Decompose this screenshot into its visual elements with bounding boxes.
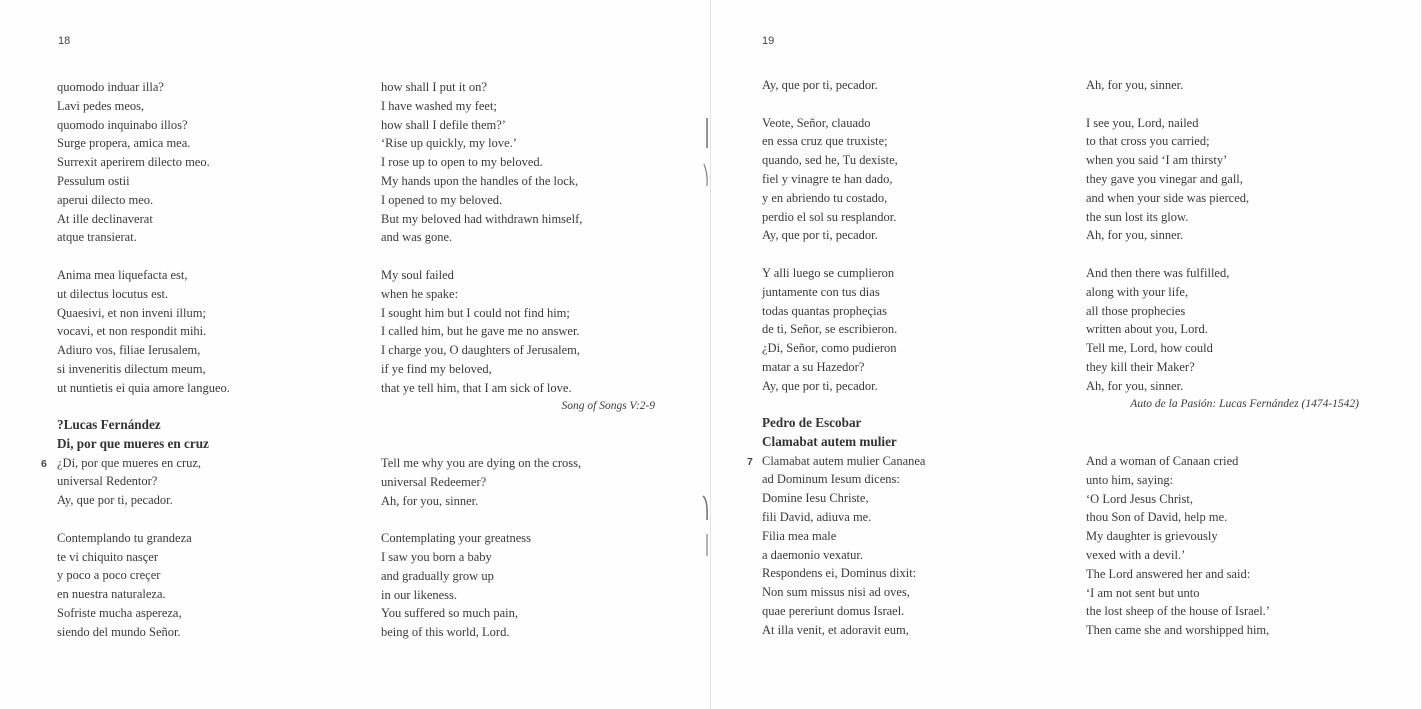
track-number: 6: [41, 458, 47, 470]
verse-line: Surrexit aperirem dilecto meo.: [57, 155, 210, 170]
verse-line: and was gone.: [381, 230, 453, 245]
verse-line: You suffered so much pain,: [381, 606, 519, 621]
verse-line: Ah, for you, sinner.: [1086, 78, 1184, 92]
page-number-left: 18: [58, 35, 71, 47]
verse-line: in our likeness.: [381, 587, 458, 602]
verse-line: juntamente con tus dias: [762, 284, 880, 299]
escobar-latin-column: [762, 414, 925, 640]
composer-heading: ?Lucas Fernández: [57, 417, 161, 432]
verse-line: I charge you, O daughters of Jerusalem,: [381, 343, 581, 358]
verse-line: quando, sed he, Tu dexiste,: [762, 153, 898, 168]
verse-line: Lavi pedes meos,: [57, 98, 145, 113]
verse-line: when he spake:: [381, 286, 459, 301]
verse-line: quomodo induar illa?: [57, 80, 164, 94]
verse-line: atque transierat.: [57, 230, 137, 245]
verse-line: Ah, for you, sinner.: [1086, 378, 1184, 393]
verse-line: the lost sheep of the house of Israel.’: [1086, 604, 1270, 619]
verse-line: My daughter is grievously: [1086, 529, 1218, 544]
stanza-break: [1086, 245, 1249, 264]
verse-line: At illa venit, et adoravit eum,: [762, 622, 909, 637]
verse-line: they kill their Maker?: [1086, 359, 1195, 374]
verse-line: Contemplating your greatness: [381, 531, 531, 546]
verse-line: I sought him but I could not find him;: [381, 305, 570, 320]
latin-text-column: [57, 78, 230, 398]
verse-line: aperui dilecto meo.: [57, 192, 154, 207]
composer-heading: Pedro de Escobar: [762, 415, 862, 430]
verse-line: And a woman of Canaan cried: [1086, 454, 1239, 468]
spanish-verse: [57, 454, 209, 642]
verse-line: vocavi, et non respondit mihi.: [57, 324, 207, 339]
verse-line: Tell me, Lord, how could: [1086, 341, 1213, 356]
verse-line: y poco a poco creçer: [57, 568, 161, 583]
verse-line: fili David, adiuva me.: [762, 509, 872, 524]
verse-line: I called him, but he gave me no answer.: [381, 324, 580, 339]
verse-line: en essa cruz que truxiste;: [762, 134, 888, 149]
verse-line: Y alli luego se cumplieron: [762, 265, 895, 280]
verse-line: Anima mea liquefacta est,: [57, 267, 188, 282]
english-text-column: [1086, 76, 1249, 396]
verse-line: Contemplando tu grandeza: [57, 530, 192, 545]
verse-line: being of this world, Lord.: [381, 625, 510, 640]
verse-line: te vi chiquito nasçer: [57, 549, 159, 564]
verse-line: ¿Di, Señor, como pudieron: [762, 341, 897, 356]
verse-line: how shall I defile them?’: [381, 117, 506, 132]
verse-line: they gave you vinegar and gall,: [1086, 171, 1243, 186]
verse-line: thou Son of David, help me.: [1086, 510, 1228, 525]
verse-line: Pessulum ostii: [57, 173, 130, 188]
verse-line: quomodo inquinabo illos?: [57, 117, 188, 132]
verse-line: ut nuntietis ei quia amore langueo.: [57, 380, 230, 395]
verse-line: ‘Rise up quickly, my love.’: [381, 136, 517, 151]
verse-line: universal Redentor?: [57, 474, 158, 489]
verse-line: I rose up to open to my beloved.: [381, 155, 543, 170]
verse-line: ad Dominum Iesum dicens:: [762, 472, 900, 487]
verse-line: Domine Iesu Christe,: [762, 491, 869, 506]
citation: Song of Songs V:2-9: [561, 400, 655, 412]
verse-line: matar a su Hazedor?: [762, 359, 865, 374]
verse-line: quae pereriunt domus Israel.: [762, 603, 905, 618]
verse-line: along with your life,: [1086, 284, 1189, 299]
stanza-break: [762, 95, 898, 114]
verse-line: The Lord answered her and said:: [1086, 566, 1251, 581]
verse-line: ¿Di, por que mueres en cruz,: [57, 455, 202, 470]
stanza-break: [57, 510, 209, 529]
verse-line: Respondens ei, Dominus dixit:: [762, 566, 917, 581]
verse-line: the sun lost its glow.: [1086, 209, 1189, 224]
verse-line: ‘I am not sent but unto: [1086, 585, 1200, 600]
citation: Auto de la Pasión: Lucas Fernández (1474-1542): [1130, 398, 1359, 410]
english-translation-column: [381, 454, 581, 642]
verse-line: I opened to my beloved.: [381, 192, 503, 207]
verse-line: all those prophecies: [1086, 303, 1186, 318]
verse-line: todas quantas propheçias: [762, 303, 887, 318]
english-translation-column: [1086, 452, 1270, 640]
verse-line: Ah, for you, sinner.: [1086, 228, 1184, 243]
verse-line: y en abriendo tu costado,: [762, 190, 888, 205]
verse-line: to that cross you carried;: [1086, 134, 1210, 149]
verse-line: Then came she and worshipped him,: [1086, 623, 1270, 638]
verse-line: unto him, saying:: [1086, 472, 1174, 487]
verse-line: Quaesivi, et non inveni illum;: [57, 305, 206, 320]
verse-line: and gradually grow up: [381, 568, 494, 583]
verse-line: But my beloved had withdrawn himself,: [381, 211, 583, 226]
verse-line: Ay, que por ti, pecador.: [57, 493, 173, 508]
work-title-heading: Clamabat autem mulier: [762, 433, 897, 449]
verse-line: Ay, que por ti, pecador.: [762, 78, 878, 92]
verse-line: Adiuro vos, filiae Ierusalem,: [57, 343, 201, 358]
verse-line: if ye find my beloved,: [381, 361, 492, 376]
verse-line: vexed with a devil.’: [1086, 547, 1186, 562]
verse-line: a daemonio vexatur.: [762, 547, 864, 562]
verse-line: Ay, que por ti, pecador.: [762, 228, 878, 243]
verse-line: Ah, for you, sinner.: [381, 493, 479, 508]
page-number-right: 19: [762, 35, 775, 47]
verse-line: written about you, Lord.: [1086, 322, 1208, 337]
spanish-text-column: [762, 76, 898, 396]
fernandez-spanish-column: [57, 416, 209, 642]
verse-line: fiel y vinagre te han dado,: [762, 171, 893, 186]
stanza-break: [381, 510, 581, 529]
verse-line: siendo del mundo Señor.: [57, 624, 181, 639]
verse-line: Veote, Señor, clauado: [762, 115, 871, 130]
stanza-break: [1086, 95, 1249, 114]
work-title-heading: Di, por que mueres en cruz: [57, 435, 209, 451]
verse-line: si inveneritis dilectum meum,: [57, 361, 206, 376]
verse-line: ‘O Lord Jesus Christ,: [1086, 491, 1193, 506]
verse-line: I have washed my feet;: [381, 98, 497, 113]
verse-line: At ille declinaverat: [57, 211, 153, 226]
verse-line: My soul failed: [381, 267, 454, 282]
verse-line: Clamabat autem mulier Cananea: [762, 453, 926, 468]
verse-line: and when your side was pierced,: [1086, 190, 1250, 205]
stanza-break: [381, 247, 582, 266]
citation-block: [1086, 395, 1359, 414]
verse-line: Filia mea male: [762, 528, 837, 543]
verse-line: Sofriste mucha aspereza,: [57, 605, 182, 620]
verse-line: Non sum missus nisi ad oves,: [762, 585, 910, 600]
verse-line: Surge propera, amica mea.: [57, 136, 191, 151]
citation-block: [381, 397, 655, 416]
verse-line: I saw you born a baby: [381, 549, 492, 564]
verse-line: perdio el sol su resplandor.: [762, 209, 897, 224]
english-text-column: [381, 78, 582, 398]
stanza-break: [57, 247, 230, 266]
stanza-break: [762, 245, 898, 264]
verse-line: en nuestra naturaleza.: [57, 587, 166, 602]
verse-line: I see you, Lord, nailed: [1086, 115, 1199, 130]
verse-line: how shall I put it on?: [381, 80, 487, 94]
track-number: 7: [747, 456, 753, 468]
verse-line: de ti, Señor, se escribieron.: [762, 322, 898, 337]
right-page: [711, 0, 1422, 709]
verse-line: Ay, que por ti, pecador.: [762, 378, 878, 393]
verse-line: And then there was fulfilled,: [1086, 265, 1230, 280]
verse-line: Tell me why you are dying on the cross,: [381, 456, 582, 470]
verse-line: that ye tell him, that I am sick of love.: [381, 380, 572, 395]
latin-verse: [762, 452, 925, 640]
verse-line: My hands upon the handles of the lock,: [381, 173, 579, 188]
verse-line: universal Redeemer?: [381, 474, 487, 489]
verse-line: when you said ‘I am thirsty’: [1086, 153, 1228, 168]
verse-line: ut dilectus locutus est.: [57, 286, 169, 301]
